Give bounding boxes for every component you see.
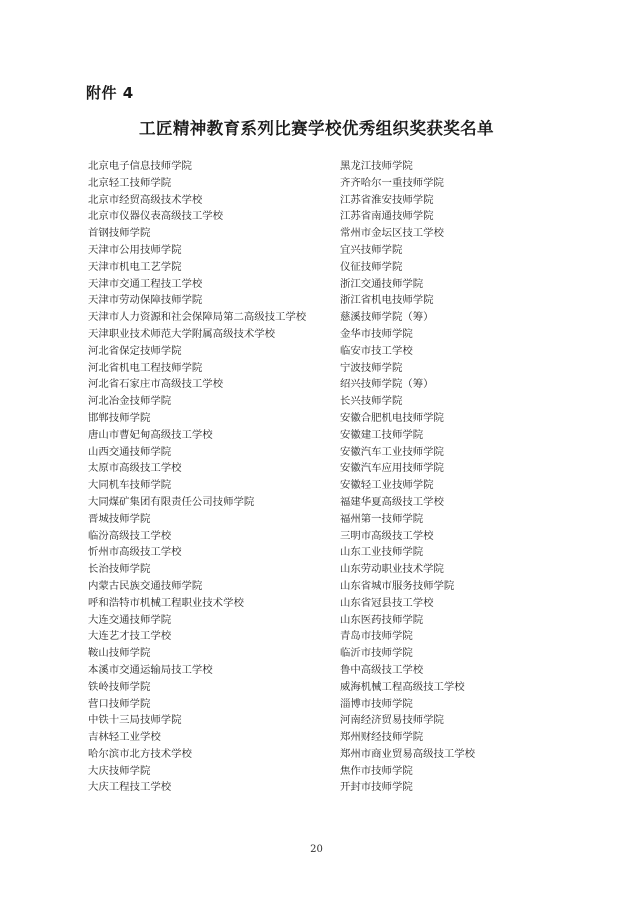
list-item: 河北冶金技师学院 (88, 395, 172, 408)
school-list-left (88, 158, 328, 796)
list-item: 大庆工程技工学校 (88, 781, 172, 794)
list-item: 临汾高级技工学校 (88, 529, 172, 542)
list-item: 安徽轻工业技师学院 (340, 479, 434, 492)
list-item: 天津市交通工程技工学校 (88, 277, 203, 290)
list-item: 天津职业技术师范大学附属高级技术学校 (88, 327, 276, 340)
list-item: 营口技师学院 (88, 697, 151, 710)
list-item: 安徽合肥机电技师学院 (340, 411, 444, 424)
list-item: 吉林轻工业学校 (88, 731, 161, 744)
list-item: 山东工业技师学院 (340, 546, 424, 559)
school-list-right (340, 158, 550, 796)
list-item: 山东省冠县技工学校 (340, 596, 434, 609)
list-item: 首钢技师学院 (88, 227, 151, 240)
list-item: 淄博市技师学院 (340, 697, 413, 710)
list-item: 黑龙江技师学院 (340, 160, 413, 172)
list-item: 开封市技师学院 (340, 781, 413, 794)
list-item: 北京电子信息技师学院 (88, 160, 192, 172)
list-item: 邯郸技师学院 (88, 411, 151, 424)
list-item: 临安市技工学校 (340, 344, 413, 357)
list-item: 安徽汽车应用技师学院 (340, 462, 444, 475)
list-item: 山东省城市服务技师学院 (340, 579, 455, 592)
list-item: 浙江交通技师学院 (340, 277, 424, 290)
list-item: 天津市公用技师学院 (88, 243, 182, 256)
attachment-label: 附件 4 (86, 84, 134, 102)
list-item: 江苏省淮安技师学院 (340, 193, 434, 206)
list-item: 北京市仪器仪表高级技工学校 (88, 210, 224, 223)
list-item: 忻州市高级技工学校 (88, 546, 182, 559)
list-item: 齐齐哈尔一重技师学院 (340, 176, 444, 189)
list-item: 临沂市技师学院 (340, 647, 413, 660)
list-item: 晋城技师学院 (88, 512, 151, 525)
list-item: 呼和浩特市机械工程职业技术学校 (88, 596, 244, 609)
list-item: 大同机车技师学院 (88, 479, 172, 492)
list-item: 本溪市交通运输局技工学校 (88, 663, 213, 676)
list-item: 河北省石家庄市高级技工学校 (88, 378, 224, 391)
list-item: 铁岭技师学院 (88, 680, 151, 693)
list-item: 大同煤矿集团有限责任公司技师学院 (88, 495, 255, 508)
list-item: 金华市技师学院 (340, 327, 413, 340)
list-item: 福州第一技师学院 (340, 512, 424, 525)
list-item: 山西交通技师学院 (88, 445, 172, 458)
list-item: 浙江省机电技师学院 (340, 294, 434, 307)
list-item: 唐山市曹妃甸高级技工学校 (88, 428, 213, 441)
list-item: 北京轻工技师学院 (88, 176, 172, 189)
list-item: 河北省机电工程技师学院 (88, 361, 203, 374)
list-item: 宜兴技师学院 (340, 243, 403, 256)
list-item: 焦作市技师学院 (340, 764, 413, 777)
list-item: 河北省保定技师学院 (88, 344, 182, 357)
page-title: 工匠精神教育系列比赛学校优秀组织奖获奖名单 (139, 119, 494, 138)
list-item: 中铁十三局技师学院 (88, 714, 182, 727)
list-item: 威海机械工程高级技工学校 (340, 680, 465, 693)
list-item: 绍兴技师学院（筹） (340, 378, 434, 391)
list-item: 内蒙古民族交通技师学院 (88, 579, 203, 592)
list-item: 太原市高级技工学校 (88, 462, 182, 475)
list-item: 哈尔滨市北方技术学校 (88, 747, 192, 760)
list-item: 天津市机电工艺学院 (88, 260, 182, 273)
list-item: 三明市高级技工学校 (340, 529, 434, 542)
list-item: 青岛市技师学院 (340, 630, 413, 643)
list-item: 仪征技师学院 (340, 260, 403, 273)
list-item: 大庆技师学院 (88, 764, 151, 777)
list-item: 北京市经贸高级技术学校 (88, 193, 203, 206)
list-item: 长兴技师学院 (340, 395, 403, 408)
page-number: 20 (310, 844, 323, 855)
list-item: 大连交通技师学院 (88, 613, 172, 626)
list-item: 天津市劳动保障技师学院 (88, 294, 203, 307)
list-item: 大连艺才技工学校 (88, 630, 172, 643)
list-item: 长治技师学院 (88, 563, 151, 576)
list-item: 江苏省南通技师学院 (340, 210, 434, 223)
list-item: 安徽建工技师学院 (340, 428, 424, 441)
list-item: 郑州市商业贸易高级技工学校 (340, 747, 476, 760)
list-item: 宁波技师学院 (340, 361, 403, 374)
list-item: 常州市金坛区技工学校 (340, 227, 444, 240)
list-item: 鞍山技师学院 (88, 647, 151, 660)
list-item: 福建华夏高级技工学校 (340, 495, 444, 508)
list-item: 慈溪技师学院（筹） (340, 311, 434, 324)
list-item: 天津市人力资源和社会保障局第二高级技工学校 (88, 311, 307, 324)
list-item: 山东医药技师学院 (340, 613, 424, 626)
list-item: 山东劳动职业技术学院 (340, 563, 444, 576)
list-item: 河南经济贸易技师学院 (340, 714, 444, 727)
list-item: 郑州财经技师学院 (340, 731, 424, 744)
list-item: 鲁中高级技工学校 (340, 663, 424, 676)
list-item: 安徽汽车工业技师学院 (340, 445, 444, 458)
